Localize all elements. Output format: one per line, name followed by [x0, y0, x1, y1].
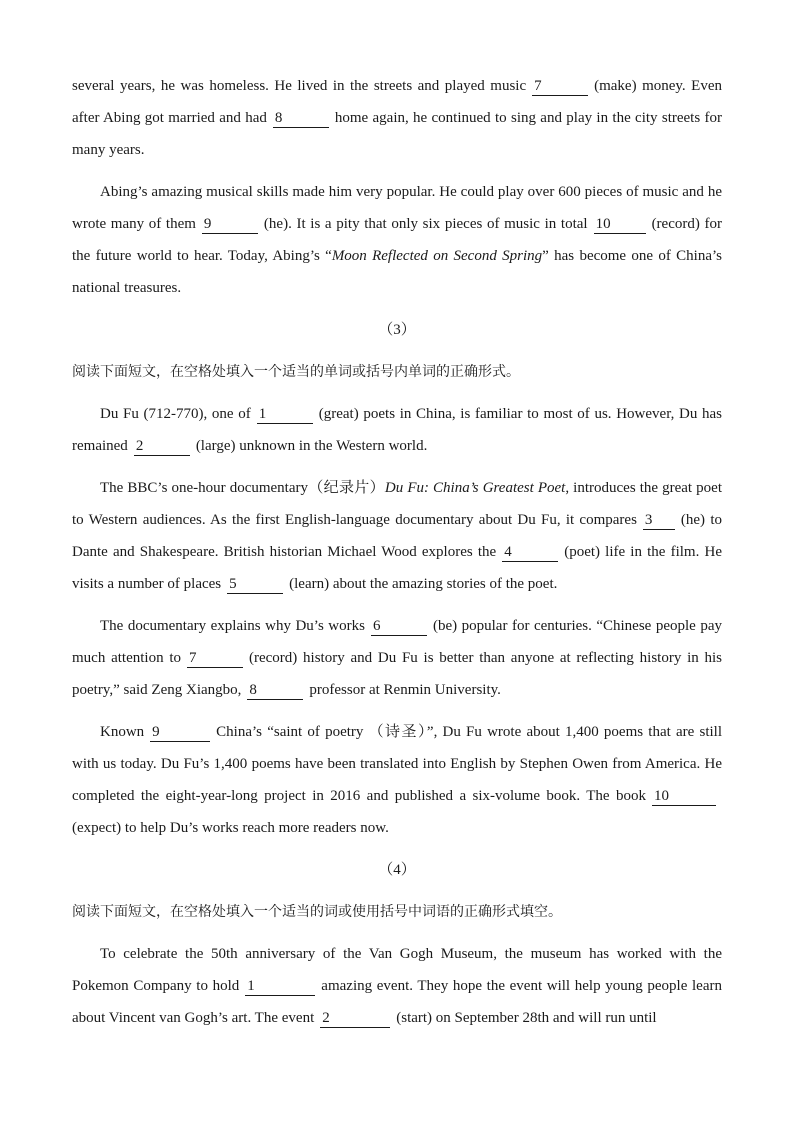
dufu-paragraph-4: Known 9 China’s “saint of poetry （诗圣）”, Du Fu wrote about 1,400 poems that are still with us today. Du Fu’s 1,400 poems have been translated into English by Stephen Owen from America. He completed the eight-year-long project in 2016 and published a six-volume book. The book 10(expect) to help Du’s works reach more readers now.	[72, 724, 722, 836]
blank-5: 5	[227, 576, 283, 594]
blank-4: 4	[502, 544, 558, 562]
section-3-heading: （3）	[378, 322, 416, 338]
blank-1: 1	[257, 406, 313, 424]
blank-9: 9	[150, 724, 210, 742]
blank-6: 6	[371, 618, 427, 636]
blank-10: 10	[594, 216, 646, 234]
document-content	[72, 70, 722, 1044]
abing-paragraph-1: several years, he was homeless. He lived in the streets and played music 7 (make) money. Even after Abing got married and had 8 home again, he continued to sing and play in the city streets for many years.	[72, 78, 722, 158]
blank-2: 2	[134, 438, 190, 456]
documentary-title: Du Fu: China’s Greatest Poet	[384, 480, 566, 496]
blank-1: 1	[245, 978, 315, 996]
section-4-heading: （4）	[378, 862, 416, 878]
abing-paragraph-2: Abing’s amazing musical skills made him very popular. He could play over 600 pieces of music and he wrote many of them 9 (he). It is a pity that only six pieces of music in total 10 (record) for the future world to hear. Today, Abing’s “Moon Reflected on Second Spring” has become one of China’s national treasures.	[72, 184, 722, 296]
blank-2: 2	[320, 1010, 390, 1028]
blank-8: 8	[247, 682, 303, 700]
vangogh-paragraph-1: To celebrate the 50th anniversary of the Van Gogh Museum, the museum has worked with the Pokemon Company to hold 1 amazing event. They hope the event will help young people learn about Vincent van Gogh’s art. The event 2 (start) on September 28th and will run until	[72, 946, 722, 1026]
dufu-paragraph-2: The BBC’s one-hour documentary（纪录片）Du Fu: China’s Greatest Poet, introduces the great poet to Western audiences. As the first English-language documentary about Du Fu, it compares 3 (he) to Dante and Shakespeare. British historian Michael Wood explores the 4 (poet) life in the film. He visits a number of places 5 (learn) about the amazing stories of the poet.	[72, 480, 722, 592]
section-4-instruction: 阅读下面短文，在空格处填入一个适当的词或使用括号中词语的正确形式填空。	[72, 904, 562, 920]
song-title: Moon Reflected on Second Spring	[331, 248, 543, 264]
dufu-paragraph-1: Du Fu (712-770), one of 1 (great) poets in China, is familiar to most of us. However, Du has remained 2 (large) unknown in the Western world.	[72, 406, 722, 454]
section-3-instruction: 阅读下面短文，在空格处填入一个适当的单词或括号内单词的正确形式。	[72, 364, 520, 380]
blank-7: 7	[187, 650, 243, 668]
blank-9: 9	[202, 216, 258, 234]
dufu-paragraph-3: The documentary explains why Du’s works 6 (be) popular for centuries. “Chinese people pay much attention to 7 (record) history and Du Fu is better than anyone at reflecting history in his poetry,” said Zeng Xiangbo, 8 professor at Renmin University.	[72, 618, 722, 698]
blank-7: 7	[532, 78, 588, 96]
blank-10: 10	[652, 788, 716, 806]
blank-8: 8	[273, 110, 329, 128]
blank-3: 3	[643, 512, 675, 530]
